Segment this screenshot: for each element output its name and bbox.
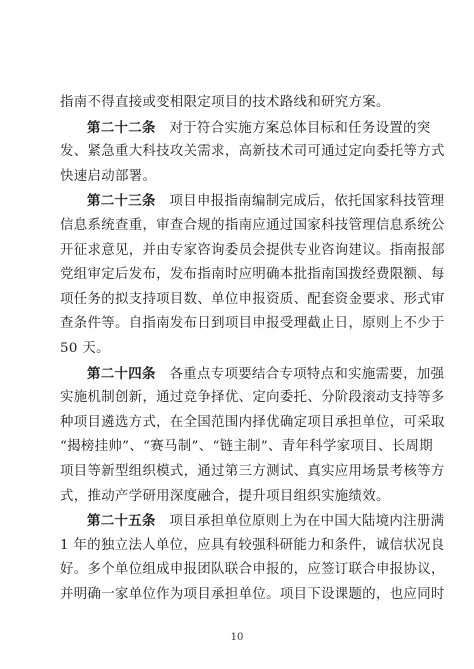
text-line: 开征求意见，并由专家咨询委员会提供专业咨询建议。指南报部	[60, 242, 445, 258]
text-line: 并明确一家单位作为项目承担单位。项目下设课题的，也应同时	[60, 587, 445, 602]
text-line: 实施机制创新，通过竞争择优、定向委托、分阶段滚动支持等多	[60, 390, 445, 406]
text-line: 第二十四条 各重点专项要结合专项特点和实施需要，加强	[87, 365, 445, 382]
text-line: 项目等新型组织模式，通过第三方测试、真实应用场景考核等方	[60, 464, 445, 479]
text-line: 发、紧急重大科技攻关需求，高新技术司可通过定向委托等方式	[60, 144, 445, 160]
text-line: 党组审定后发布，发布指南时应明确本批指南国拨经费限额、每	[60, 267, 445, 283]
text-line: 指南不得直接或变相限定项目的技术路线和研究方案。	[60, 95, 390, 110]
text-line: 第二十二条 对于符合实施方案总体目标和任务设置的突	[87, 119, 431, 136]
text-line: 50 天。	[60, 341, 110, 356]
text-line: 查条件等。自指南发布日到项目申报受理截止日，原则上不少于	[60, 316, 445, 332]
article-heading: 第二十三条	[87, 193, 156, 210]
page-number: 10	[230, 632, 244, 643]
article-heading: 第二十五条	[87, 513, 156, 530]
text-line: “揭榜挂帅”、“赛马制”、“链主制”、青年科学家项目、长周期	[60, 439, 433, 455]
text-line: 信息系统查重，审查合规的指南应通过国家科技管理信息系统公	[60, 218, 445, 233]
article-heading: 第二十二条	[87, 119, 156, 136]
text-line: 式，推动产学研用深度融合，提升项目组织实施绩效。	[60, 488, 390, 504]
text-line: 项任务的拟支持项目数、单位申报资质、配套资金要求、形式审	[60, 291, 445, 307]
text-line: 第二十五条 项目承担单位原则上为在中国大陆境内注册满	[87, 513, 445, 530]
text-line: 1 年的独立法人单位，应具有较强科研能力和条件，诚信状况良	[60, 537, 445, 553]
text-line: 第二十三条 项目申报指南编制完成后，依托国家科技管理	[87, 193, 445, 210]
text-line: 好。多个单位组成申报团队联合申报的，应签订联合申报协议，	[60, 562, 445, 578]
text-line: 快速启动部署。	[60, 168, 157, 184]
article-heading: 第二十四条	[87, 365, 156, 382]
text-line: 种项目遴选方式，在全国范围内择优确定项目承担单位，可采取	[60, 414, 445, 430]
